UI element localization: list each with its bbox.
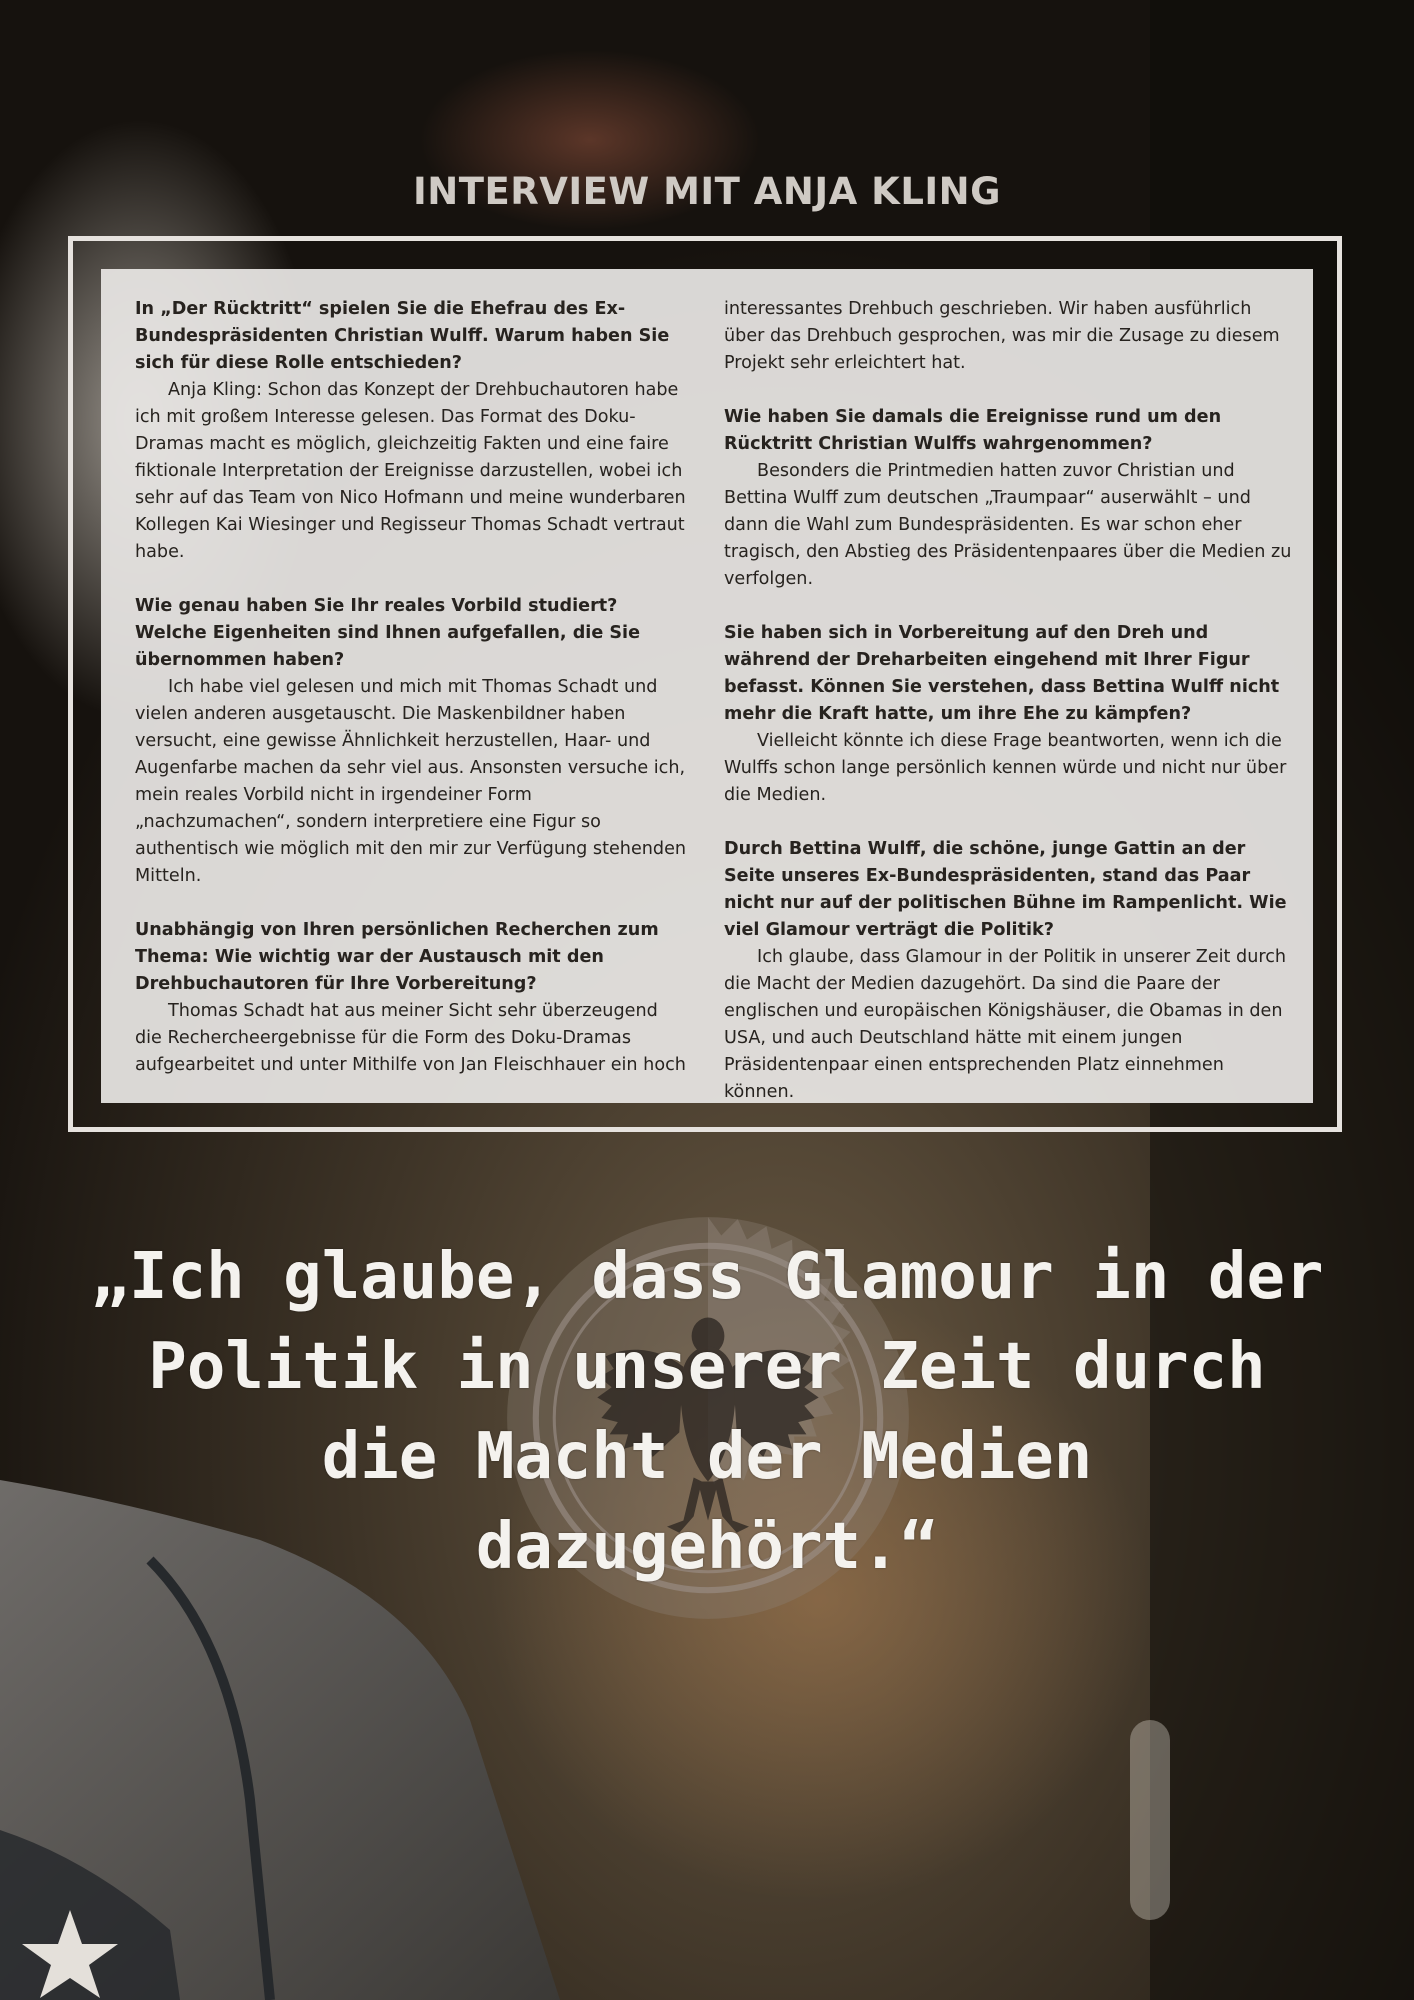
interview-question: Durch Bettina Wulff, die schöne, junge Gattin an der Seite unseres Ex-Bundespräsidenten, stand das Paar nicht nur auf der politischen Bühne im Rampenlicht. Wie viel Glamour verträgt die Politik? xyxy=(724,839,1287,940)
interview-answer: Ich glaube, dass Glamour in der Politik in unserer Zeit durch die Macht der Medien dazugehört. Da sind die Paare der englischen und europäischen Königshäuser, die Obamas in den USA, und auch Deutschland hätte mit einem jungen Präsidentenpaar einen entsprechenden Platz einnehmen können. xyxy=(724,947,1287,1102)
interview-question: In „Der Rücktritt“ spielen Sie die Ehefrau des Ex-Bundespräsidenten Christian Wulff. Warum haben Sie sich für diese Rolle entschieden? xyxy=(135,299,670,373)
qa-block xyxy=(724,296,1292,377)
interview-question: Sie haben sich in Vorbereitung auf den Dreh und während der Dreharbeiten eingehend mit Ihrer Figur befasst. Können Sie verstehen, dass Bettina Wulff nicht mehr die Kraft hatte, um ihre Ehe zu kämpfen? xyxy=(724,623,1280,724)
interview-answer: Ich habe viel gelesen und mich mit Thomas Schadt und vielen anderen ausgetauscht. Die Maskenbildner haben versucht, eine gewisse Ähnlichkeit herzustellen, Haar- und Augenfarbe machen da sehr viel aus. Ansonsten versuche ich, mein reales Vorbild nicht in irgendeiner Form „nachzumachen“, sondern interpretiere eine Figur so authentisch wie möglich mit den mir zur Verfügung stehenden Mitteln. xyxy=(135,677,687,886)
interview-answer: Anja Kling: Schon das Konzept der Drehbuchautoren habe ich mit großem Interesse gelesen. Das Format des Doku-Dramas macht es möglich, gleichzeitig Fakten und eine faire fiktionale Interpretation der Ereignisse darzustellen, wobei ich sehr auf das Team von Nico Hofmann und meine wunderbaren Kollegen Kai Wiesinger und Regisseur Thomas Schadt vertraut habe. xyxy=(135,380,686,562)
interview-question: Wie genau haben Sie Ihr reales Vorbild studiert? Welche Eigenheiten sind Ihnen aufgefallen, die Sie übernommen haben? xyxy=(135,596,641,670)
interview-answer: Besonders die Printmedien hatten zuvor Christian und Bettina Wulff zum deutschen „Traumpaar“ auserwählt – und dann die Wahl zum Bundespräsidenten. Es war schon eher tragisch, den Abstieg des Präsidentenpaares über die Medien zu verfolgen. xyxy=(724,461,1292,589)
interview-column-right xyxy=(724,296,1292,1133)
interview-column-left xyxy=(135,296,690,1106)
qa-block xyxy=(135,296,690,566)
qa-block xyxy=(135,917,690,1079)
interview-answer: Vielleicht könnte ich diese Frage beantworten, wenn ich die Wulffs schon lange persönlich kennen würde und nicht nur über die Medien. xyxy=(724,731,1287,805)
qa-block xyxy=(724,620,1292,809)
page-title: INTERVIEW MIT ANJA KLING xyxy=(412,170,1002,213)
interview-answer-continuation: interessantes Drehbuch geschrieben. Wir haben ausführlich über das Drehbuch gesprochen, was mir die Zusage zu diesem Projekt sehr erleichtert hat. xyxy=(724,299,1280,373)
interview-answer: Thomas Schadt hat aus meiner Sicht sehr überzeugend die Rechercheergebnisse für die Form des Doku-Dramas aufgearbeitet und unter Mithilfe von Jan Fleischhauer ein hoch xyxy=(135,1001,686,1075)
qa-block xyxy=(724,404,1292,593)
interview-question: Unabhängig von Ihren persönlichen Recherchen zum Thema: Wie wichtig war der Austausch mit den Drehbuchautoren für Ihre Vorbereitung? xyxy=(135,920,659,994)
qa-block xyxy=(724,836,1292,1106)
interview-question: Wie haben Sie damals die Ereignisse rund um den Rücktritt Christian Wulffs wahrgenommen? xyxy=(724,407,1222,454)
pull-quote: „Ich glaube, dass Glamour in der Politik in unserer Zeit durch die Macht der Medien dazugehört.“ xyxy=(90,1240,1324,1584)
qa-block xyxy=(135,593,690,890)
